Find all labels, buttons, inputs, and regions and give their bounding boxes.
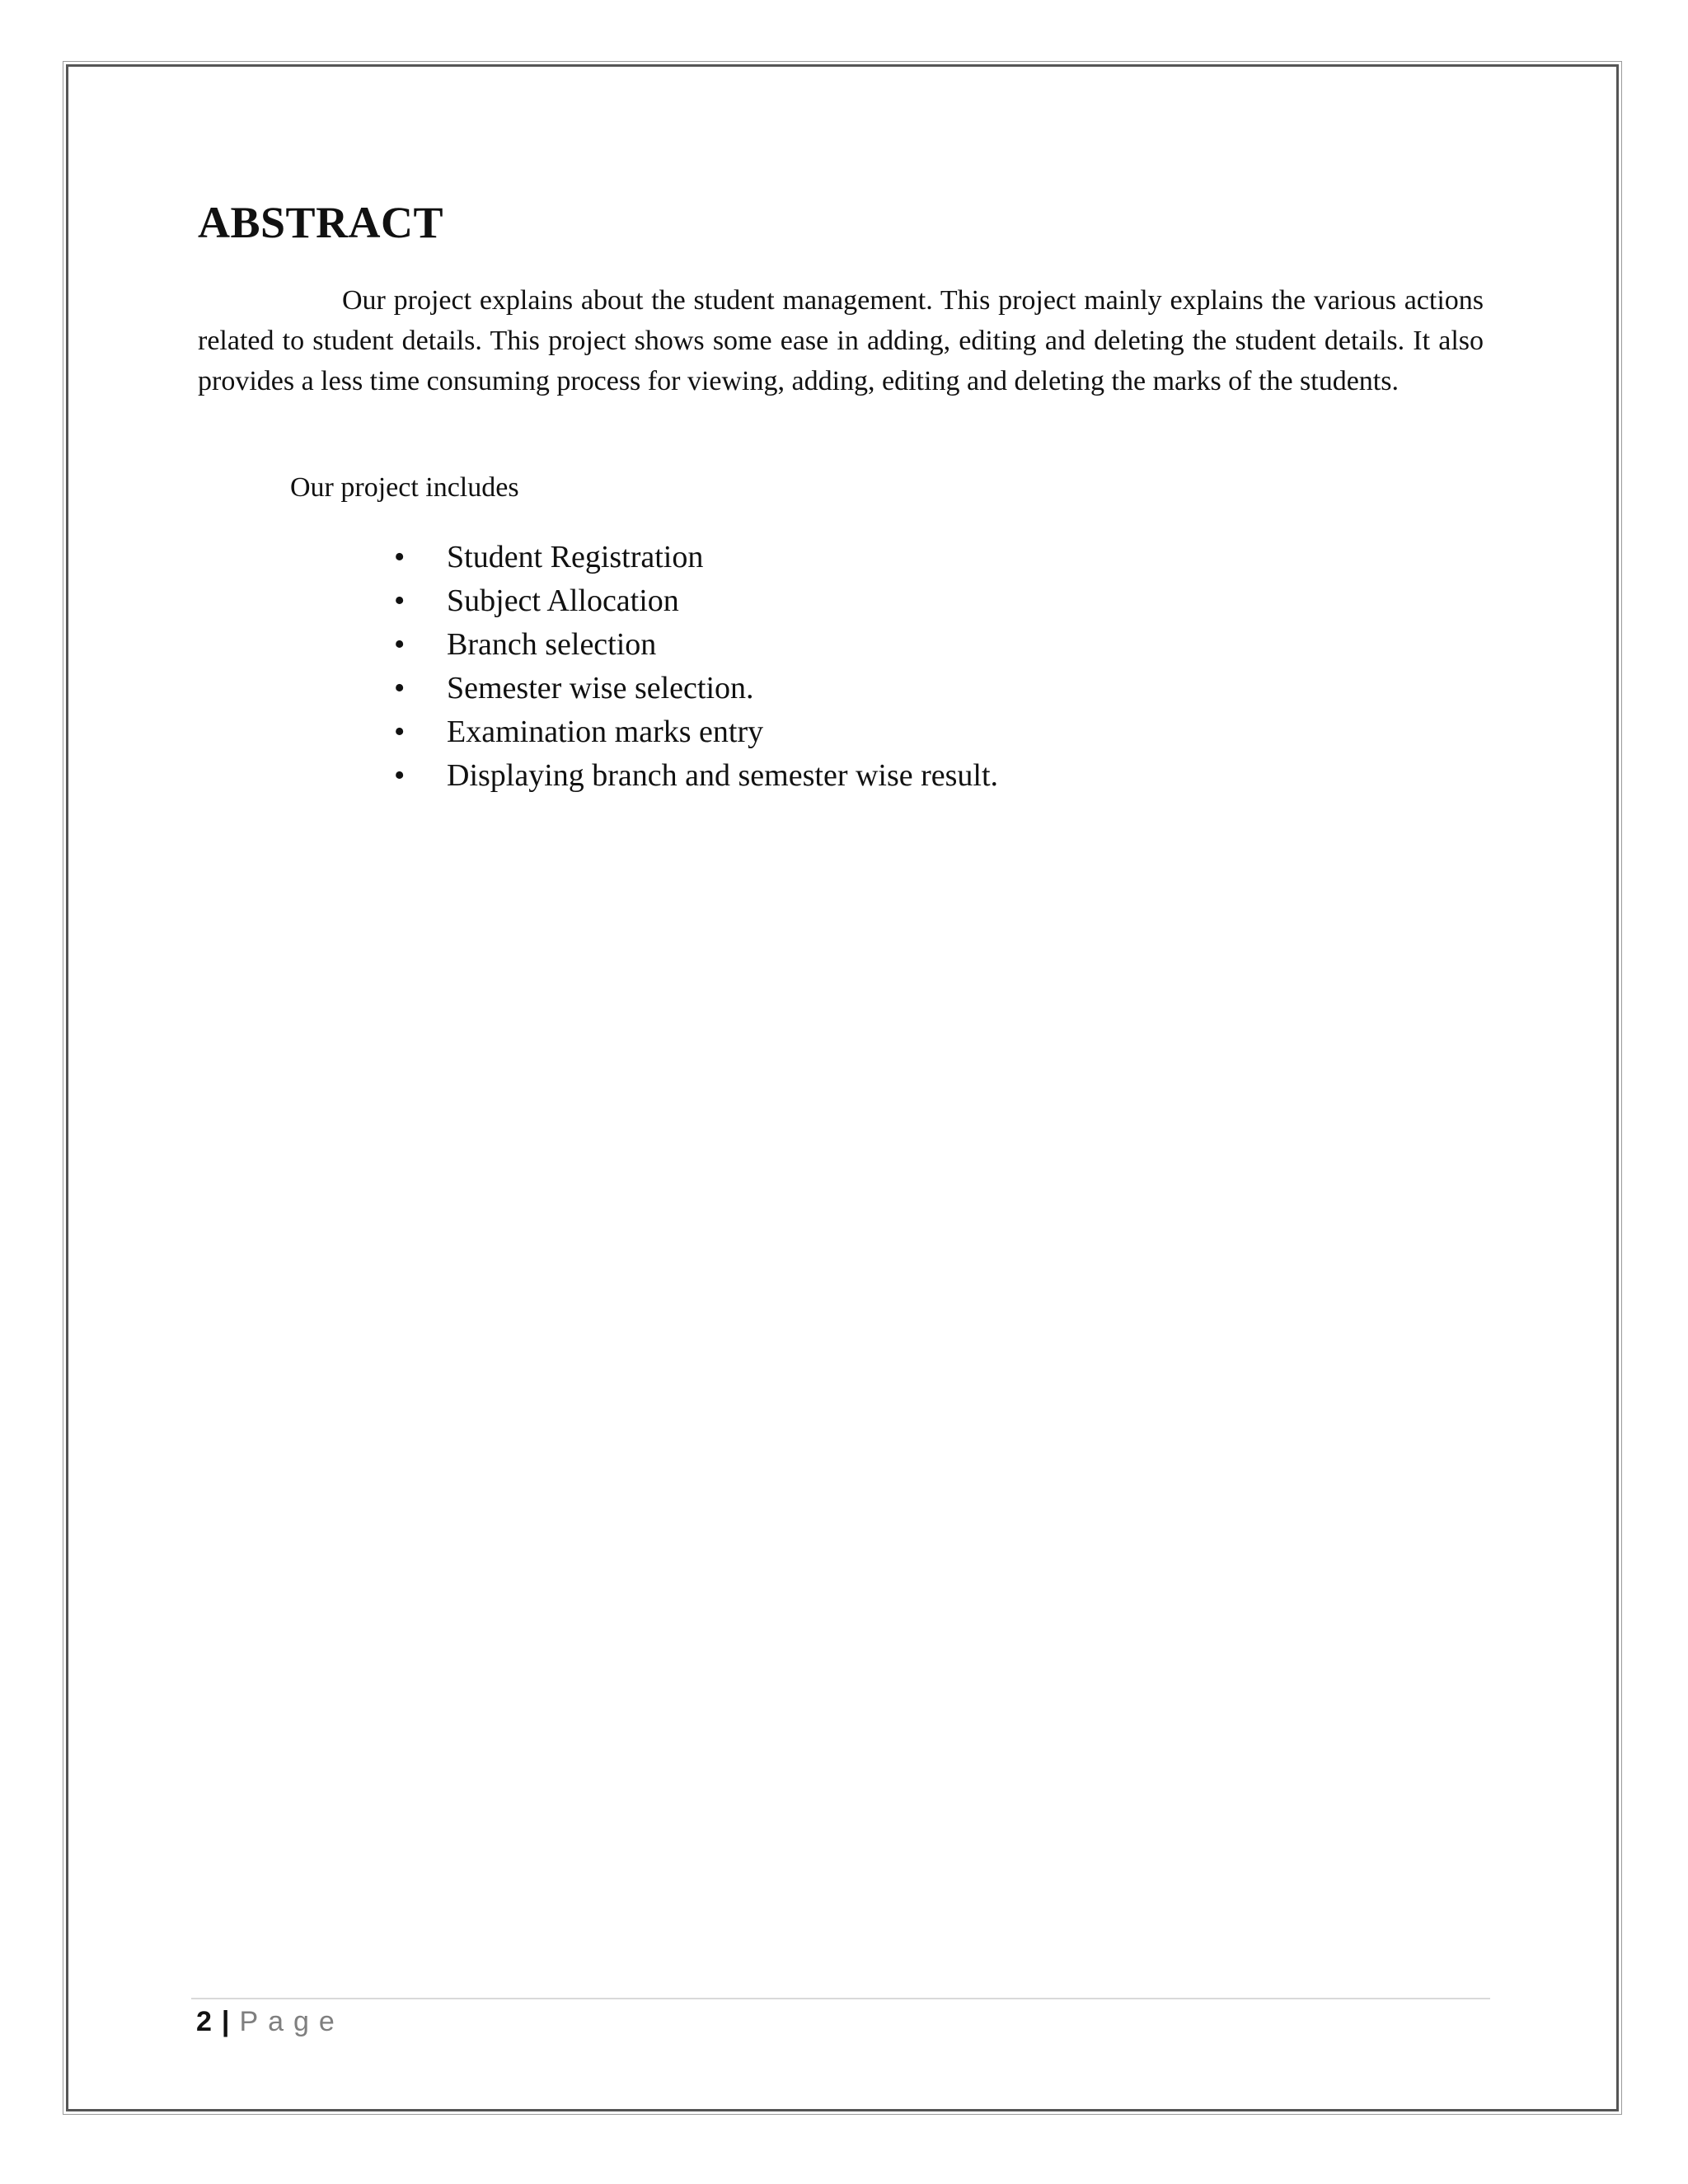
bullet-icon: • [394, 715, 406, 749]
feature-label: Subject Allocation [447, 583, 679, 618]
feature-label: Student Registration [447, 540, 704, 574]
bullet-icon: • [394, 583, 406, 618]
abstract-heading: ABSTRACT [198, 198, 444, 247]
page-label: Page [239, 2006, 345, 2037]
bullet-icon: • [394, 540, 406, 574]
feature-label: Semester wise selection. [447, 671, 754, 705]
bullet-icon: • [394, 671, 406, 705]
page-footer [196, 2003, 345, 2041]
list-item [389, 710, 998, 754]
feature-list [389, 536, 998, 798]
abstract-paragraph: Our project explains about the student management. This project mainly explains the various actions related to student details. This project shows some ease in adding, editing and deleting the student details. It also provides a less time consuming process for viewing, adding, editing and deleting the marks of the students. [198, 285, 1484, 396]
list-item [389, 667, 998, 710]
footer-separator: | [221, 2006, 230, 2037]
list-item [389, 754, 998, 798]
feature-label: Branch selection [447, 627, 657, 662]
includes-label: Our project includes [290, 472, 519, 503]
footer-divider [191, 1998, 1490, 1999]
bullet-icon: • [394, 758, 406, 793]
feature-label: Displaying branch and semester wise result. [447, 758, 999, 793]
bullet-icon: • [394, 627, 406, 662]
list-item [389, 579, 998, 623]
page-number: 2 [196, 2006, 212, 2037]
list-item [389, 536, 998, 579]
list-item [389, 623, 998, 667]
feature-label: Examination marks entry [447, 715, 764, 749]
